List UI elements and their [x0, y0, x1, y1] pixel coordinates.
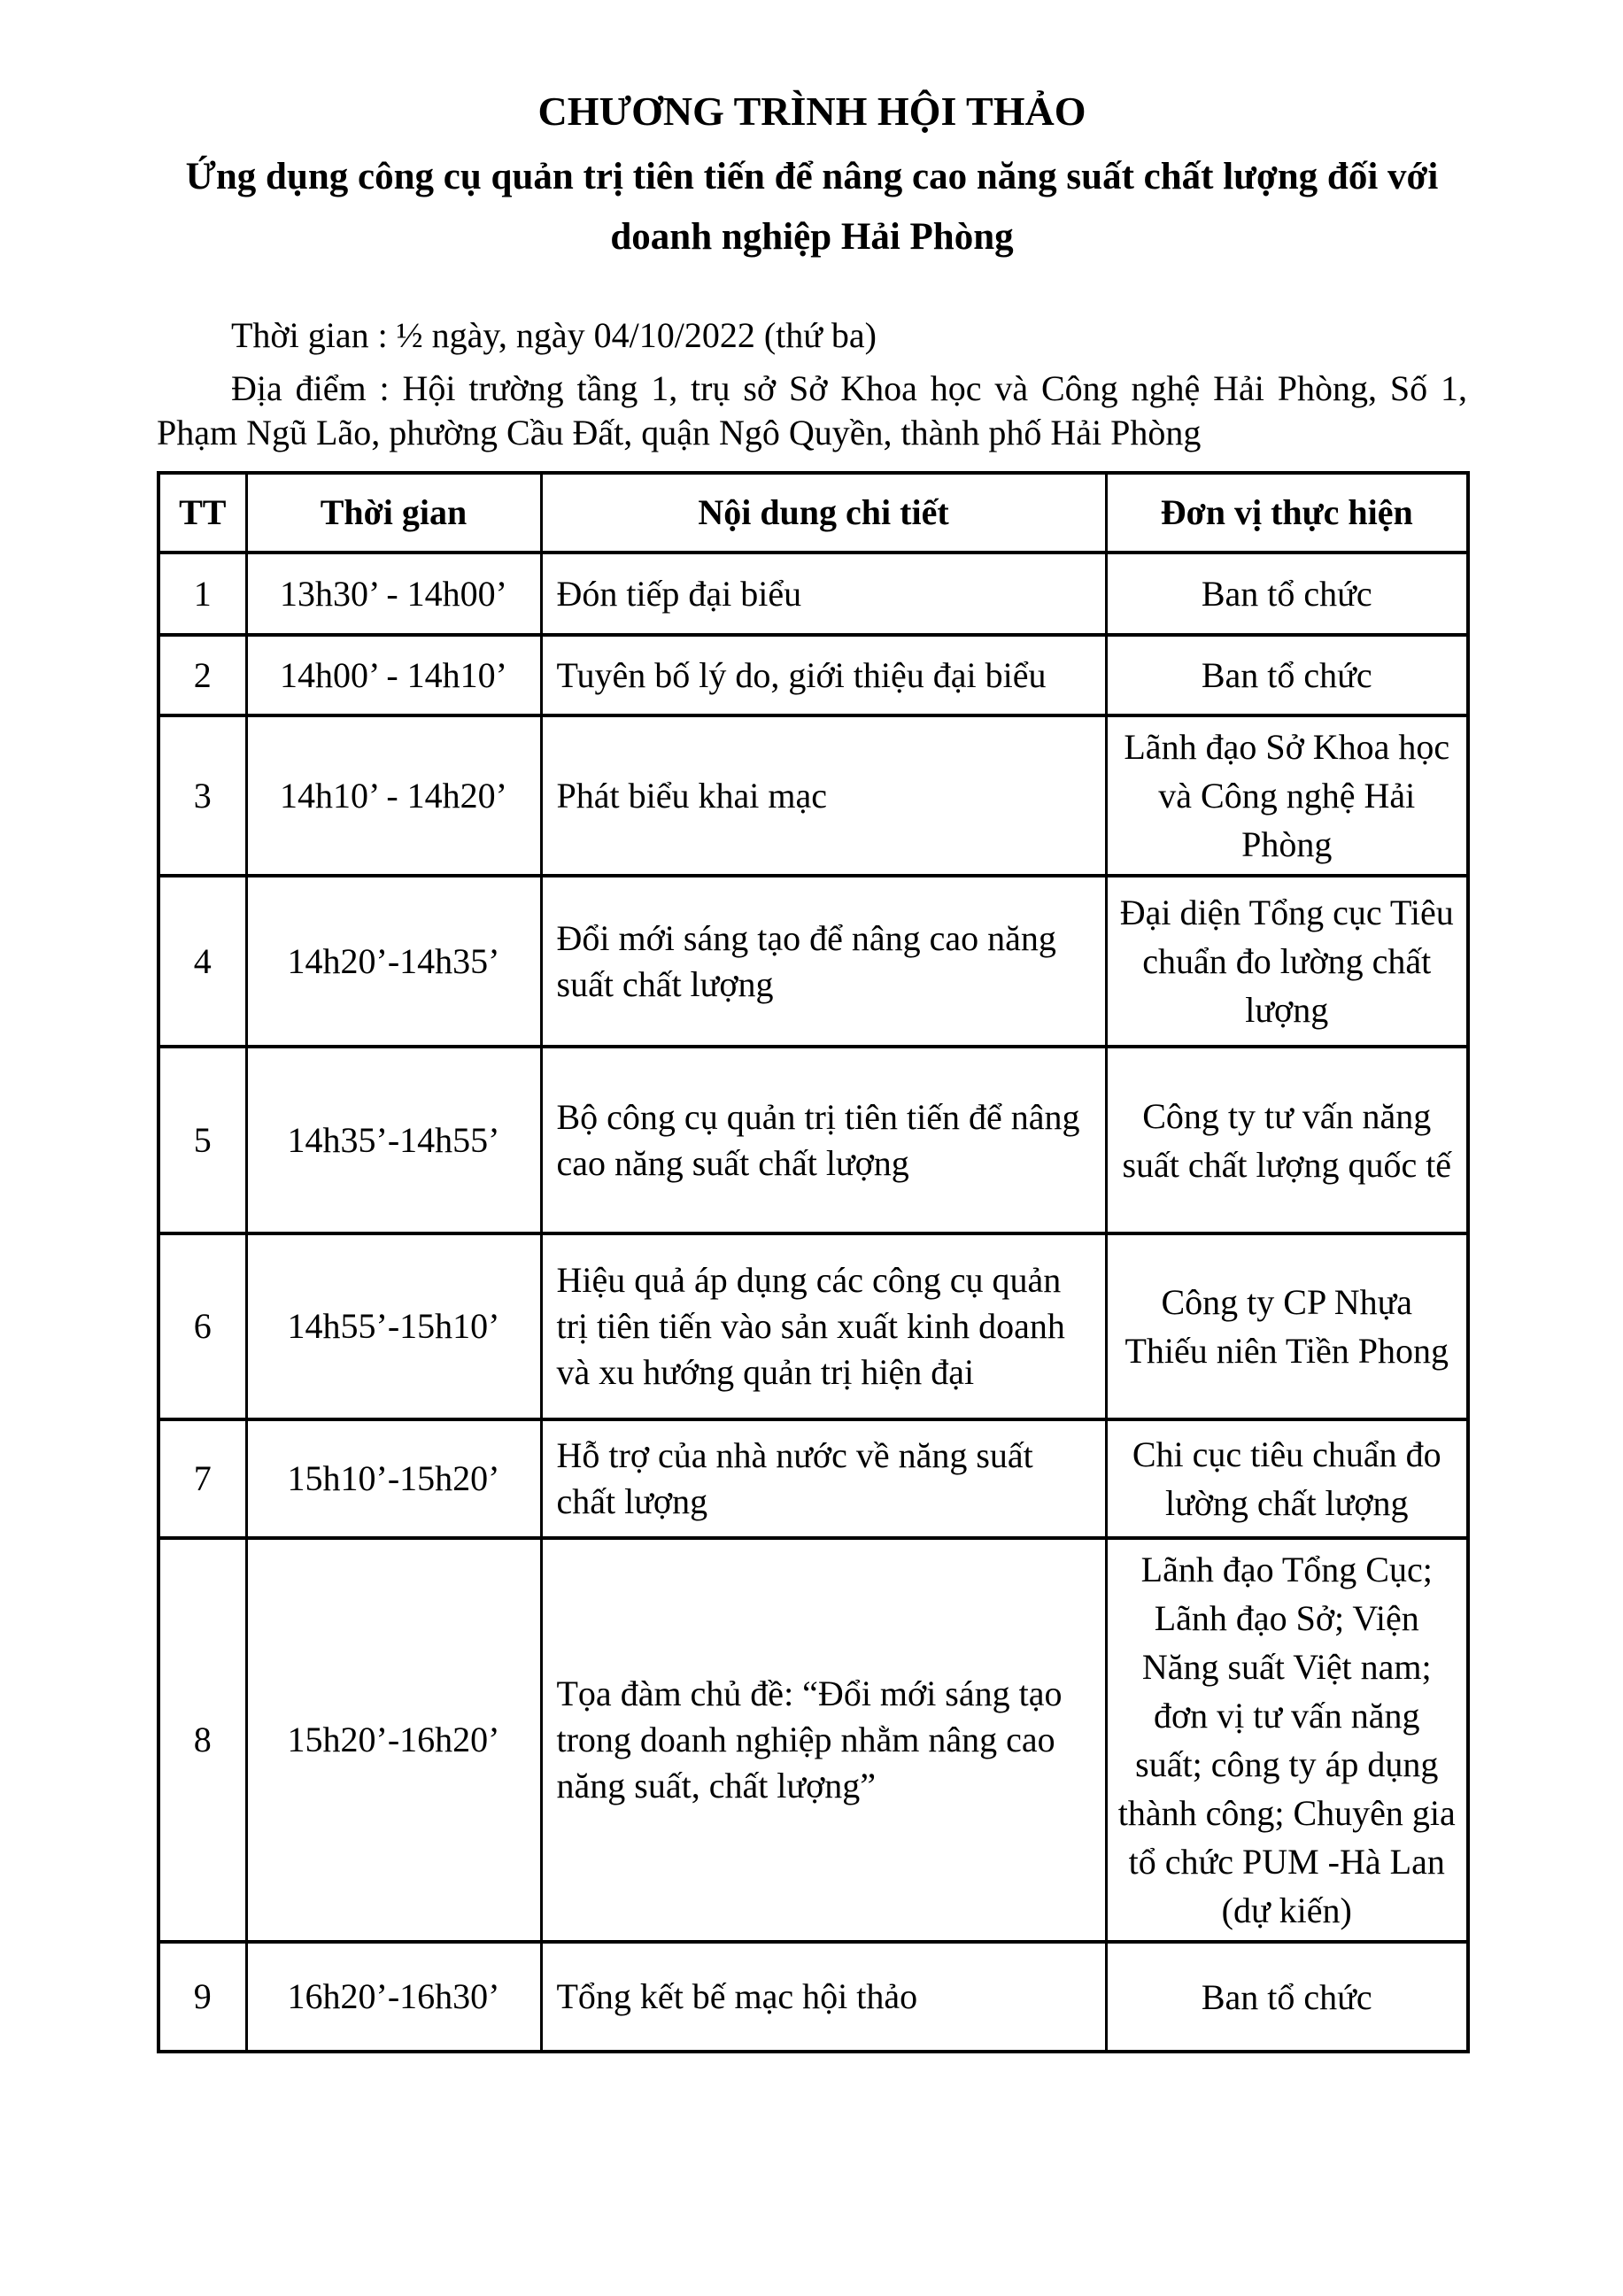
subtitle-line-2: doanh nghiệp Hải Phòng	[610, 216, 1014, 258]
row-number-cell: 6	[158, 1233, 246, 1419]
page-title: CHƯƠNG TRÌNH HỘI THẢO	[537, 89, 1086, 134]
unit-cell: Ban tổ chức	[1106, 553, 1468, 635]
table-row	[158, 635, 1468, 715]
unit-cell: Ban tổ chức	[1106, 635, 1468, 715]
time-cell: 13h30’ - 14h00’	[246, 553, 541, 635]
row-number-cell: 4	[158, 876, 246, 1047]
row-number-cell: 5	[158, 1047, 246, 1233]
time-cell: 16h20’-16h30’	[246, 1942, 541, 2052]
unit-cell: Lãnh đạo Sở Khoa học và Công nghệ Hải Phòng	[1106, 715, 1468, 876]
unit-cell: Ban tổ chức	[1106, 1942, 1468, 2052]
table-row	[158, 1419, 1468, 1538]
subtitle-line-1: Ứng dụng công cụ quản trị tiên tiến để nâng cao năng suất chất lượng đối với	[185, 156, 1439, 197]
content-cell: Đổi mới sáng tạo để nâng cao năng suất chất lượng	[541, 876, 1106, 1047]
time-cell: 14h10’ - 14h20’	[246, 715, 541, 876]
unit-cell: Chi cục tiêu chuẩn đo lường chất lượng	[1106, 1419, 1468, 1538]
content-cell: Bộ công cụ quản trị tiên tiến để nâng cao năng suất chất lượng	[541, 1047, 1106, 1233]
unit-cell: Đại diện Tổng cục Tiêu chuẩn đo lường chất lượng	[1106, 876, 1468, 1047]
table-row	[158, 1233, 1468, 1419]
time-cell: 15h10’-15h20’	[246, 1419, 541, 1538]
content-cell: Phát biểu khai mạc	[541, 715, 1106, 876]
table-header-row	[158, 473, 1468, 553]
content-cell: Tổng kết bế mạc hội thảo	[541, 1942, 1106, 2052]
time-cell: 14h35’-14h55’	[246, 1047, 541, 1233]
time-line: Thời gian : ½ ngày, ngày 04/10/2022 (thứ ba)	[231, 315, 877, 355]
row-number-cell: 9	[158, 1942, 246, 2052]
table-row	[158, 1047, 1468, 1233]
header-cell-unit: Đơn vị thực hiện	[1106, 473, 1468, 553]
row-number-cell: 1	[158, 553, 246, 635]
page-subtitle	[157, 147, 1467, 267]
time-cell: 14h00’ - 14h10’	[246, 635, 541, 715]
row-number-cell: 8	[158, 1538, 246, 1942]
content-cell: Hỗ trợ của nhà nước về năng suất chất lượng	[541, 1419, 1106, 1538]
content-cell: Tọa đàm chủ đề: “Đổi mới sáng tạo trong doanh nghiệp nhằm nâng cao năng suất, chất lượng”	[541, 1538, 1106, 1942]
table-row	[158, 553, 1468, 635]
time-cell: 14h55’-15h10’	[246, 1233, 541, 1419]
row-number-cell: 2	[158, 635, 246, 715]
time-cell: 14h20’-14h35’	[246, 876, 541, 1047]
row-number-cell: 3	[158, 715, 246, 876]
time-cell: 15h20’-16h20’	[246, 1538, 541, 1942]
unit-cell: Lãnh đạo Tổng Cục; Lãnh đạo Sở; Viện Năng suất Việt nam; đơn vị tư vấn năng suất; công ty áp dụng thành công; Chuyên gia tổ chức PUM -Hà Lan (dự kiến)	[1106, 1538, 1468, 1942]
header-cell-tt: TT	[158, 473, 246, 553]
unit-cell: Công ty tư vấn năng suất chất lượng quốc tế	[1106, 1047, 1468, 1233]
schedule-table	[157, 471, 1470, 2053]
table-row	[158, 1538, 1468, 1942]
header-cell-content: Nội dung chi tiết	[541, 473, 1106, 553]
row-number-cell: 7	[158, 1419, 246, 1538]
unit-cell: Công ty CP Nhựa Thiếu niên Tiền Phong	[1106, 1233, 1468, 1419]
content-cell: Tuyên bố lý do, giới thiệu đại biểu	[541, 635, 1106, 715]
location-line: Địa điểm : Hội trường tầng 1, trụ sở Sở Khoa học và Công nghệ Hải Phòng, Số 1, Phạm Ngũ Lão, phường Cầu Đất, quận Ngô Quyền, thành phố Hải Phòng	[157, 368, 1467, 452]
table-row	[158, 1942, 1468, 2052]
content-cell: Hiệu quả áp dụng các công cụ quản trị tiên tiến vào sản xuất kinh doanh và xu hướng quản trị hiện đại	[541, 1233, 1106, 1419]
header-cell-time: Thời gian	[246, 473, 541, 553]
table-row	[158, 876, 1468, 1047]
table-row	[158, 715, 1468, 876]
content-cell: Đón tiếp đại biểu	[541, 553, 1106, 635]
